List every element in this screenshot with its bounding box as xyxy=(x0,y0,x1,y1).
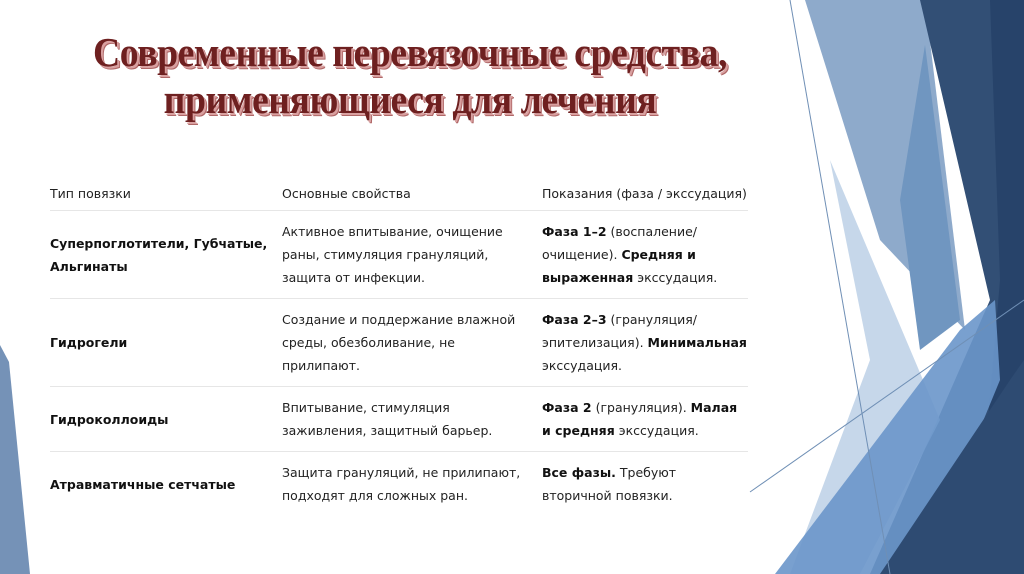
indication-text: экссудация. xyxy=(542,358,622,373)
dressing-type: Гидроколлоиды xyxy=(50,387,282,452)
header-indications: Показания (фаза / экссудация) xyxy=(542,176,748,211)
dressing-properties: Защита грануляций, не прилипают, подходят для сложных ран. xyxy=(282,465,521,503)
indication-text: экссудация. xyxy=(633,270,718,285)
indication-emphasis: Минимальная xyxy=(647,335,747,350)
table-row xyxy=(50,452,748,517)
dressing-indications xyxy=(542,211,748,299)
dressings-table xyxy=(50,176,748,516)
dressing-properties: Впитывание, стимуляция заживления, защитный барьер. xyxy=(282,387,542,452)
indication-emphasis: Фаза 2 xyxy=(542,400,592,415)
table-row xyxy=(50,211,748,299)
indication-emphasis: Все фазы. xyxy=(542,465,616,480)
indication-text: (грануляция). xyxy=(591,400,691,415)
header-properties: Основные свойства xyxy=(282,176,542,211)
indication-text: экссудация. xyxy=(614,423,699,438)
indication-emphasis: Средняя и выраженная xyxy=(542,247,696,285)
dressing-type: Атравматичные сетчатые xyxy=(50,476,236,492)
dressing-type: Суперпоглотители, Губчатые, Альгинаты xyxy=(50,211,282,299)
indication-emphasis: Малая и средняя xyxy=(542,400,738,438)
indication-emphasis: Фаза 2–3 xyxy=(542,312,607,327)
header-type: Тип повязки xyxy=(50,176,282,211)
table-row xyxy=(50,299,748,387)
indication-text: Требуют вторичной повязки. xyxy=(542,465,677,503)
table-row xyxy=(50,387,748,452)
slide-title-line-2: применяющиеся для лечения xyxy=(163,76,657,122)
dressing-properties: Активное впитывание, очищение раны, стимуляция грануляций, защита от инфекции. xyxy=(282,211,542,299)
dressing-properties: Создание и поддержание влажной среды, обезболивание, не прилипают. xyxy=(282,299,542,387)
indication-text: (воспаление/ очищение). xyxy=(542,224,697,262)
indication-emphasis: Фаза 1–2 xyxy=(542,224,607,239)
slide-title-line-1: Современные перевязочные средства, xyxy=(92,29,728,75)
indication-text: (грануляция/ эпителизация). xyxy=(542,312,697,350)
dressing-indications xyxy=(542,387,748,452)
table-header-row xyxy=(50,176,748,211)
dressing-type: Гидрогели xyxy=(50,299,282,387)
dressing-indications xyxy=(542,299,748,387)
dressing-indications xyxy=(542,452,748,517)
left-accent-shape xyxy=(0,345,30,574)
